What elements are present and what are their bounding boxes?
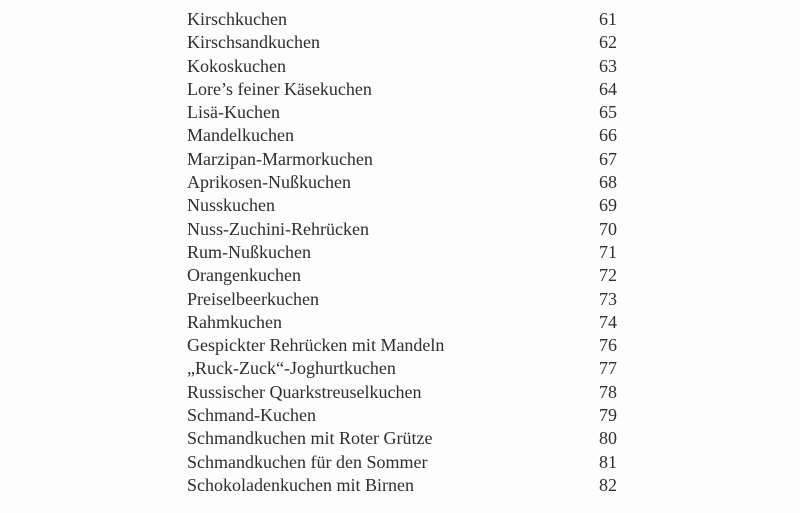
- toc-entry-page: 71: [599, 241, 617, 262]
- toc-entry-title: „Ruck-Zuck“-Joghurtkuchen: [187, 358, 396, 379]
- toc-entry-page: 79: [599, 405, 617, 426]
- toc-entry-title: Kokoskuchen: [187, 55, 286, 76]
- toc-entry-title: Schmandkuchen für den Sommer: [187, 451, 428, 472]
- toc-entry-page: 81: [599, 451, 617, 472]
- toc-entry: [187, 451, 627, 474]
- toc-entry-page: 80: [599, 428, 617, 449]
- toc-entry: [187, 288, 627, 311]
- toc-entry: [187, 194, 627, 217]
- toc-entry: [187, 241, 627, 264]
- toc-entry: [187, 124, 627, 147]
- toc-entry: [187, 31, 627, 54]
- toc-entry-title: Nuss-Zuchini-Rehrücken: [187, 218, 369, 239]
- toc-entry: [187, 218, 627, 241]
- toc-entry-page: 77: [599, 358, 617, 379]
- toc-entry-page: 68: [599, 172, 617, 193]
- toc-entry: [187, 311, 627, 334]
- toc-entry-page: 76: [599, 335, 617, 356]
- toc-entry: [187, 78, 627, 101]
- toc-entry-title: Russischer Quarkstreuselkuchen: [187, 381, 422, 402]
- toc-entry-title: Schmandkuchen mit Roter Grütze: [187, 428, 433, 449]
- toc-entry-title: Rum-Nußkuchen: [187, 241, 311, 262]
- toc-entry-title: Kirschsandkuchen: [187, 32, 320, 53]
- toc-entry-page: 66: [599, 125, 617, 146]
- toc-entry: [187, 171, 627, 194]
- toc-entry: [187, 381, 627, 404]
- toc-entry: [187, 357, 627, 380]
- toc-entry-title: Schmand-Kuchen: [187, 405, 316, 426]
- toc-entry-title: Orangenkuchen: [187, 265, 301, 286]
- toc-entry-title: Marzipan-Marmorkuchen: [187, 148, 373, 169]
- toc-entry-title: Mandelkuchen: [187, 125, 294, 146]
- toc-entry: [187, 8, 627, 31]
- toc-entry-title: Nusskuchen: [187, 195, 275, 216]
- toc-entry-title: Lisä-Kuchen: [187, 102, 280, 123]
- toc-entry-title: Rahmkuchen: [187, 311, 282, 332]
- table-of-contents: [187, 8, 627, 497]
- toc-entry-page: 82: [599, 474, 617, 495]
- toc-entry-title: Schokoladenkuchen mit Birnen: [187, 474, 414, 495]
- toc-entry-page: 72: [599, 265, 617, 286]
- toc-entry-page: 70: [599, 218, 617, 239]
- toc-entry-page: 78: [599, 381, 617, 402]
- toc-entry-title: Kirschkuchen: [187, 9, 287, 29]
- toc-entry: [187, 148, 627, 171]
- toc-entry-title: Aprikosen-Nußkuchen: [187, 172, 351, 193]
- toc-entry: [187, 55, 627, 78]
- toc-entry-page: 65: [599, 102, 617, 123]
- toc-entry-page: 67: [599, 148, 617, 169]
- toc-entry-page: 73: [599, 288, 617, 309]
- toc-entry: [187, 427, 627, 450]
- toc-entry-page: 64: [599, 78, 617, 99]
- toc-entry: [187, 264, 627, 287]
- toc-entry: [187, 474, 627, 497]
- toc-entry-page: 61: [599, 9, 617, 29]
- toc-entry-title: Preiselbeerkuchen: [187, 288, 319, 309]
- toc-entry: [187, 334, 627, 357]
- toc-entry-page: 62: [599, 32, 617, 53]
- toc-entry-page: 63: [599, 55, 617, 76]
- toc-entry-page: 74: [599, 311, 617, 332]
- toc-entry: [187, 404, 627, 427]
- toc-entry-page: 69: [599, 195, 617, 216]
- toc-entry: [187, 101, 627, 124]
- toc-entry-title: Lore’s feiner Käsekuchen: [187, 78, 372, 99]
- toc-entry-title: Gespickter Rehrücken mit Mandeln: [187, 335, 445, 356]
